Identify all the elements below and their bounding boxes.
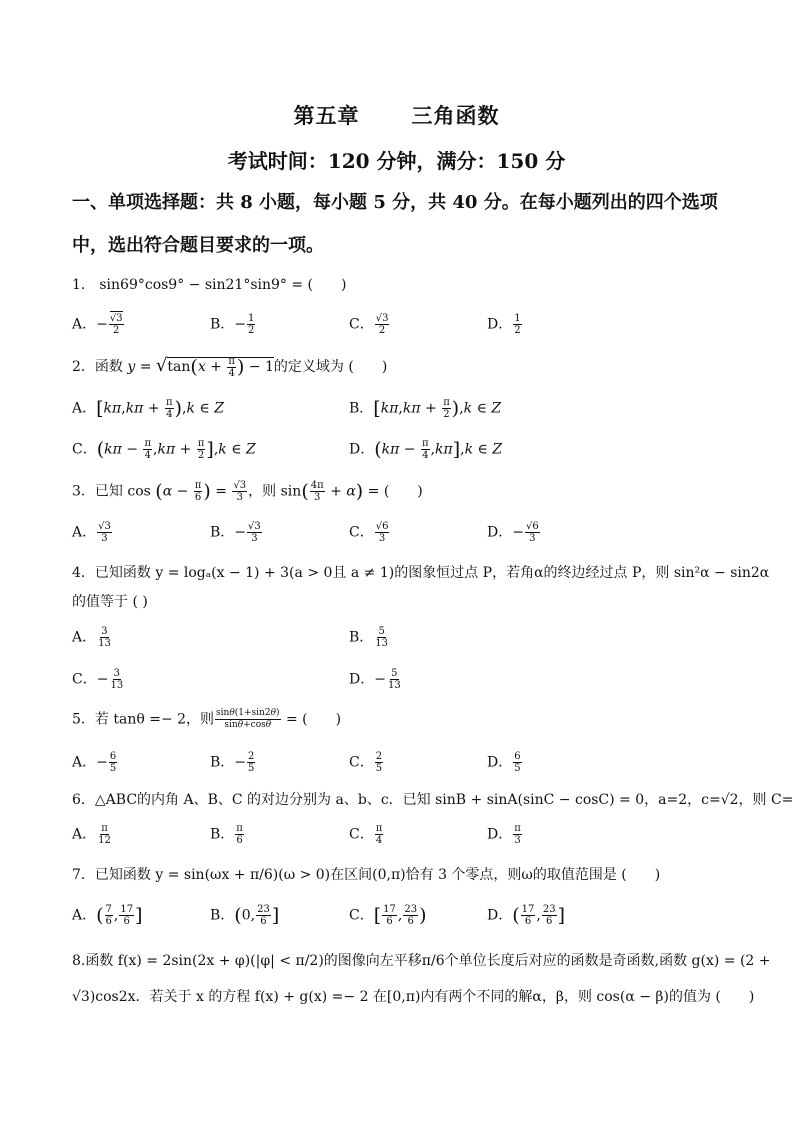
question-8-stem-line2: √3)cos2x．若关于 x 的方程 f(x) + g(x) =− 2 在[0,π)内有两个不同的解α，β，则 cos(α − β)的值为 ( ) [72,989,755,1005]
q7-option-b: B．(0, $\frac{23}{6}$ ] [210,904,280,927]
q6-option-c: C． $\frac{\pi}{4}$ [349,823,383,846]
q1-option-d: D． $\frac{1}{2}$ [487,313,521,336]
question-4-stem-line1: 4．已知函数 y = logₐ(x − 1) + 3(a > 0且 a ≠ 1)的图象恒过点 P，若角α的终边经过点 P，则 sin²α − sin2α [72,565,770,581]
q3-option-a: A． $\frac{√3}{3}$ [72,521,111,544]
q6-option-b: B． $\frac{\pi}{6}$ [210,823,243,846]
q4-option-b: B． $\frac{5}{13}$ [349,626,389,649]
q3-option-c: C． $\frac{√6}{3}$ [349,521,389,544]
chapter-label: 第五章 [293,103,360,128]
q2-option-d: D．(kπ − $\frac{\pi}{4}$ ,kπ],k ∈ Z [349,438,503,461]
q2-option-a: A．[kπ,kπ + $\frac{\pi}{4}$ ),k ∈ Z [72,397,224,420]
question-4-stem-line2: 的值等于 ( ) [72,594,148,610]
q4-option-a: A． $\frac{3}{13}$ [72,626,111,649]
chapter-name: 三角函数 [411,103,500,128]
q5-option-a: A．− $\frac{6}{5}$ [72,751,117,774]
q7-option-c: C．[ $\frac{17}{6}$ , $\frac{23}{6}$ ) [349,904,427,927]
q2-option-c: C．(kπ − $\frac{\pi}{4}$ ,kπ + $\frac{\pi}{2}$ ],k ∈ Z [72,438,256,461]
question-5-stem: 5．若 tanθ =− 2，则 $\frac{\sin\theta(1+\sin 2\theta)}{\sin\theta+\cos\theta}$ = ( ) [72,708,342,730]
q5-option-d: D． $\frac{6}{5}$ [487,751,521,774]
section-heading-line1: 一、单项选择题：共 8 小题，每小题 5 分，共 40 分。在每小题列出的四个选项 [72,192,718,213]
section-heading-line2: 中，选出符合题目要求的一项。 [72,235,324,256]
page-title [0,100,793,130]
question-1-stem: 1． sin69°cos9° − sin21°sin9° = ( ) [72,277,347,293]
question-3-stem: 3．已知 cos (α − $\frac{\pi}{6}$ ) = $\frac{√3}{3}$ ，则 sin( $\frac{4\pi}{3}$ + α) = ( ) [72,480,423,503]
question-7-stem: 7．已知函数 y = sin(ωx + π/6)(ω > 0)在区间(0,π)恰有 3 个零点，则ω的取值范围是 ( ) [72,867,661,883]
q1-option-c: C． $\frac{√3}{2}$ [349,313,389,336]
exam-info: 考试时间：120 分钟，满分：150 分 [227,149,566,173]
q3-option-d: D．− $\frac{√6}{3}$ [487,521,539,544]
question-2-stem: 2．函数 y = √tan(x + $\frac{\pi}{4}$ ) − 1的定义域为 ( ) [72,355,388,379]
q4-option-d: D．− $\frac{5}{13}$ [349,668,401,691]
q1-option-b: B．− $\frac{1}{2}$ [210,313,255,336]
question-6-stem: 6．△ABC的内角 A、B、C 的对边分别为 a、b、c．已知 sinB + sinA(sinC − cosC) = 0，a=2，c=√2，则 C= [72,792,793,808]
q3-option-b: B．− $\frac{√3}{3}$ [210,521,261,544]
q7-option-a: A．( $\frac{7}{6}$ , $\frac{17}{6}$ ] [72,904,143,927]
q2-option-b: B．[kπ,kπ + $\frac{\pi}{2}$ ),k ∈ Z [349,397,502,420]
q5-option-c: C． $\frac{2}{5}$ [349,751,383,774]
q4-option-c: C．− $\frac{3}{13}$ [72,668,124,691]
q6-option-a: A． $\frac{\pi}{12}$ [72,823,111,846]
question-8-stem-line1: 8.函数 f(x) = 2sin(2x + φ)(|φ| < π/2)的图像向左平移π/6个单位长度后对应的函数是奇函数,函数 g(x) = (2 + [72,953,771,969]
q7-option-d: D．( $\frac{17}{6}$ , $\frac{23}{6}$ ] [487,904,565,927]
q1-option-a: A．− $\frac{√3}{2}$ [72,313,123,336]
q6-option-d: D． $\frac{\pi}{3}$ [487,823,521,846]
q5-option-b: B．− $\frac{2}{5}$ [210,751,255,774]
